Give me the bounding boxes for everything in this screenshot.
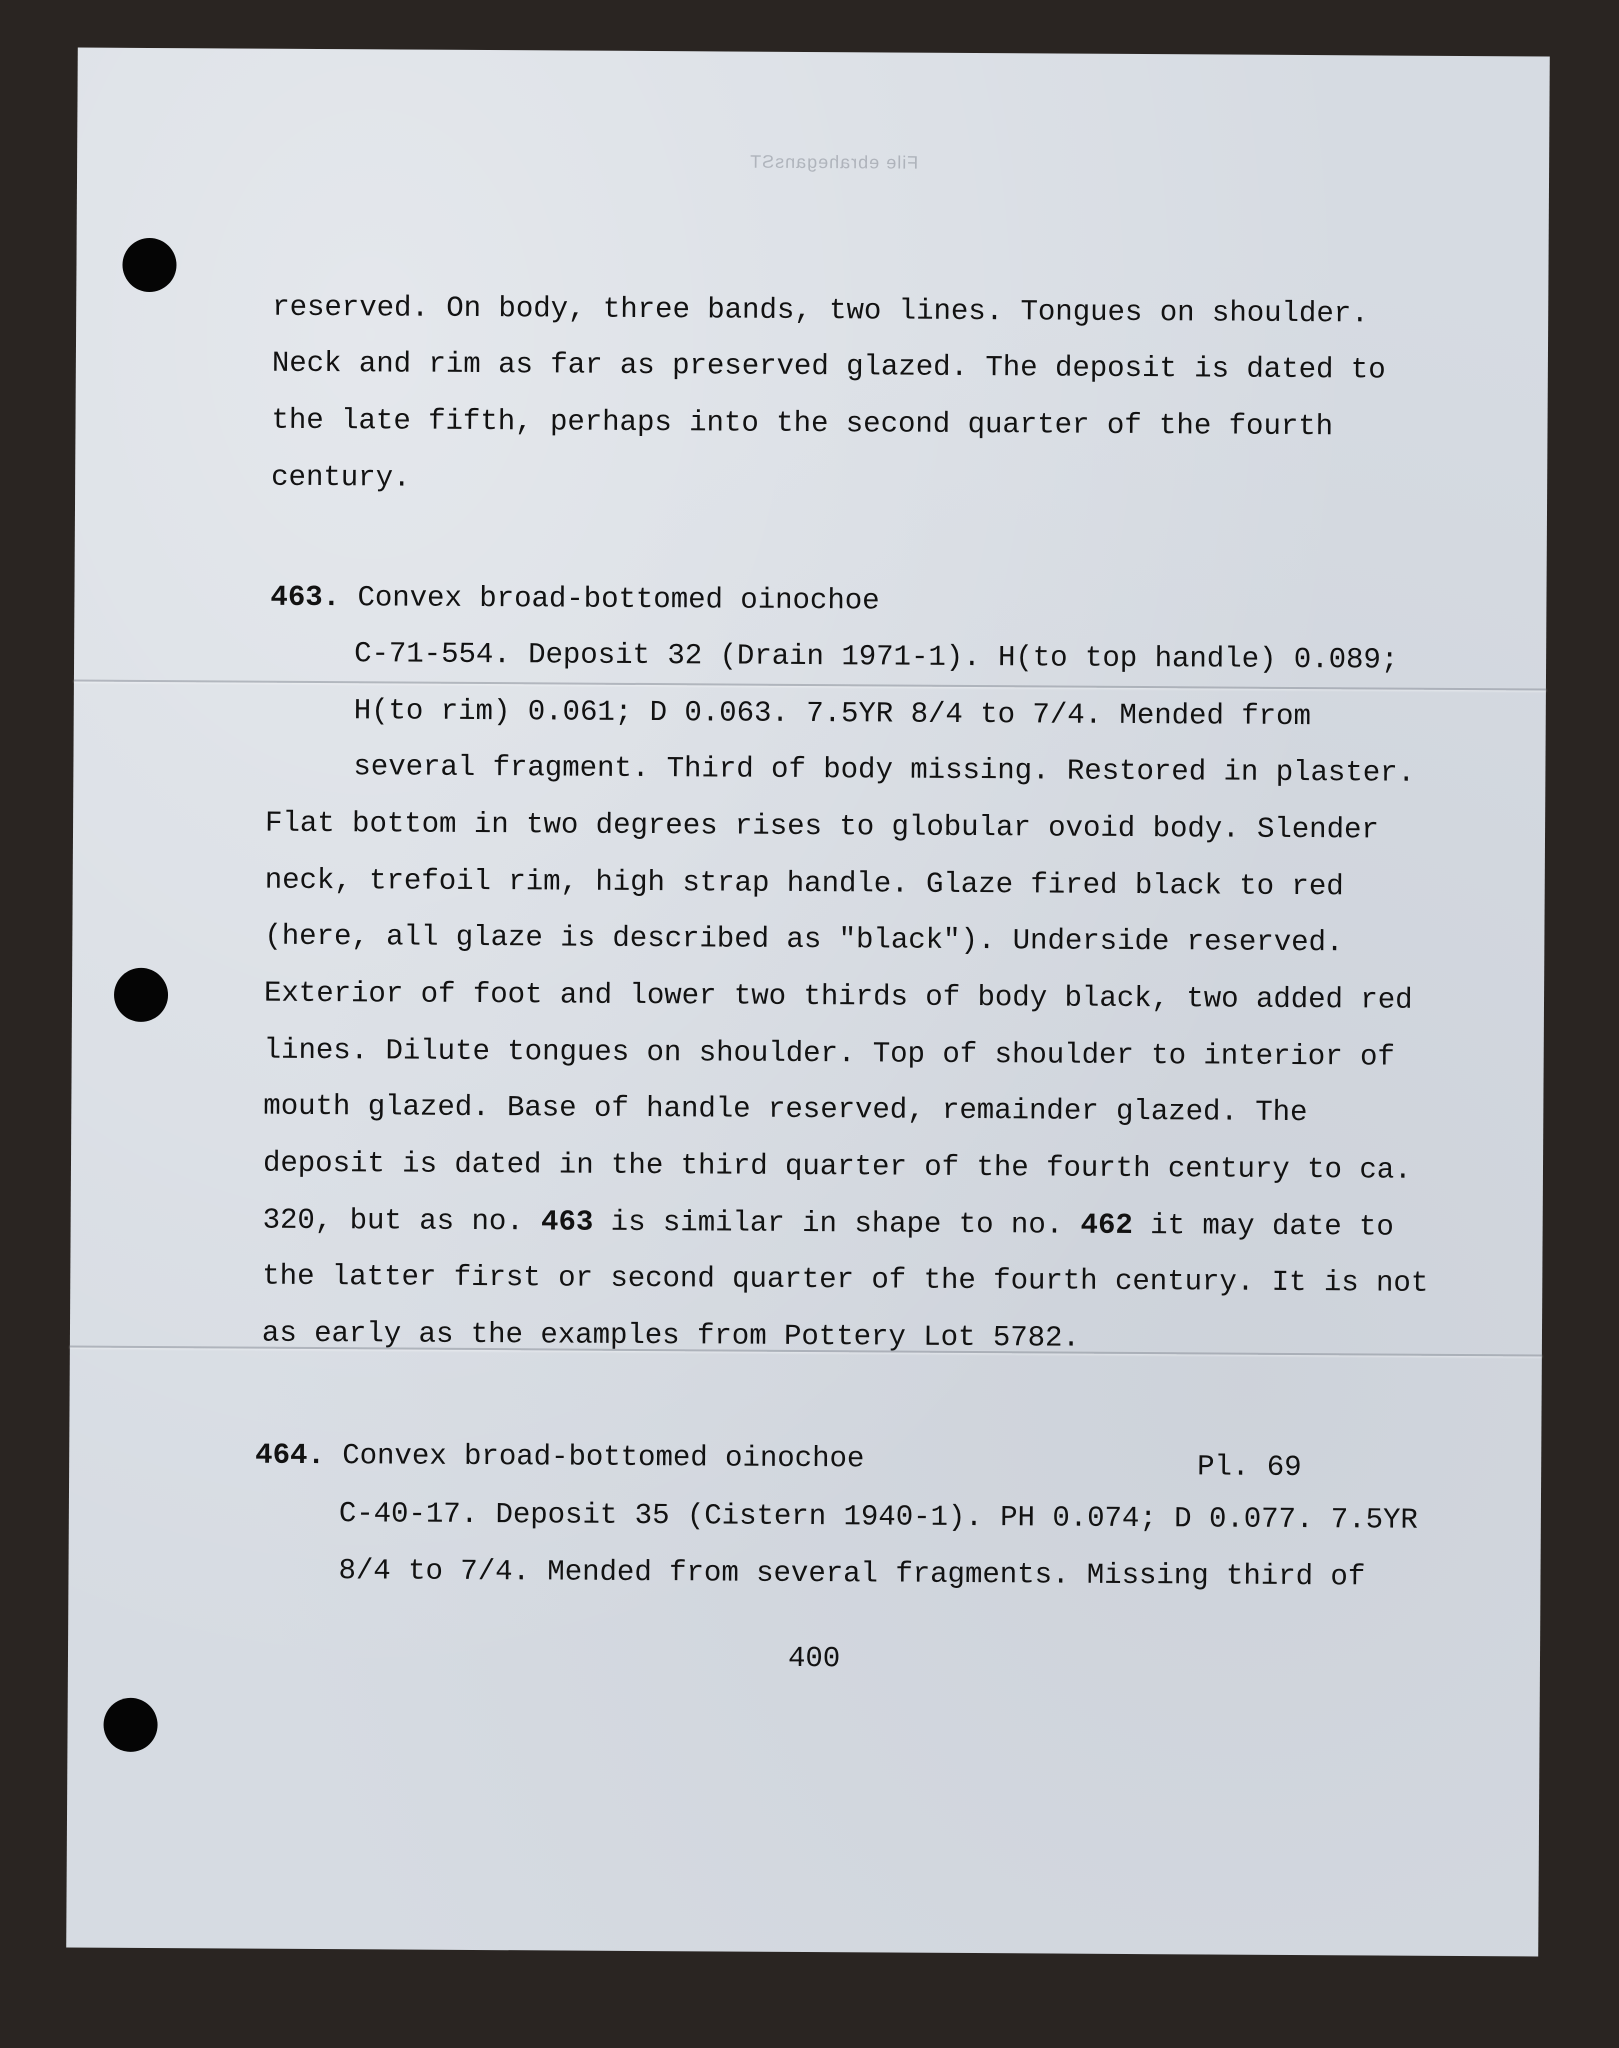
text-line: century. xyxy=(271,460,411,495)
plate-reference: Pl. 69 xyxy=(1197,1450,1302,1485)
text-line: (here, all glaze is described as "black"). Underside reserved. xyxy=(264,919,1344,960)
catalog-reference: 462 xyxy=(1080,1208,1133,1242)
text-line: the latter first or second quarter of the fourth century. It is not xyxy=(262,1259,1429,1300)
punch-hole xyxy=(103,1698,157,1752)
fold-crease xyxy=(74,680,1546,691)
text-line: Neck and rim as far as preserved glazed. The deposit is dated to xyxy=(271,346,1386,387)
text-fragment: 320, but as no. xyxy=(262,1203,542,1239)
punch-hole xyxy=(114,968,168,1022)
text-line: reserved. On body, three bands, two lines. Tongues on shoulder. xyxy=(272,290,1369,331)
text-fragment: it may date to xyxy=(1132,1208,1394,1244)
text-line: C-71-554. Deposit 32 (Drain 1971-1). H(to top handle) 0.089; xyxy=(354,637,1399,677)
text-line: lines. Dilute tongues on shoulder. Top of shoulder to interior of xyxy=(263,1033,1395,1074)
text-fragment: is similar in shape to no. xyxy=(593,1205,1081,1242)
text-line: as early as the examples from Pottery Lot 5782. xyxy=(261,1316,1080,1355)
page-number: 400 xyxy=(787,1641,841,1676)
entry-title: Convex broad-bottomed oinochoe xyxy=(357,581,880,618)
text-line: deposit is dated in the third quarter of the fourth century to ca. xyxy=(262,1146,1412,1187)
text-line: mouth glazed. Base of handle reserved, remainder glazed. The xyxy=(263,1089,1308,1130)
text-line: H(to rim) 0.061; D 0.063. 7.5YR 8/4 to 7/4. Mended from xyxy=(353,694,1312,734)
catalog-number: 463. xyxy=(270,580,341,615)
entry-heading xyxy=(255,1438,865,1476)
text-line: 8/4 to 7/4. Mended from several fragments. Missing third of xyxy=(338,1554,1366,1594)
paper-sheet xyxy=(66,48,1550,1957)
catalog-number: 464. xyxy=(255,1438,325,1473)
punch-hole xyxy=(122,238,176,292)
bleed-through-stamp: File ebrahegansST xyxy=(749,151,919,173)
entry-title: Convex broad-bottomed oinochoe xyxy=(342,1439,865,1476)
catalog-reference: 463 xyxy=(541,1205,594,1239)
text-line: Flat bottom in two degrees rises to globular ovoid body. Slender xyxy=(264,806,1379,847)
text-line: the late fifth, perhaps into the second quarter of the fourth xyxy=(271,403,1334,444)
text-line: C-40-17. Deposit 35 (Cistern 1940-1). PH 0.074; D 0.077. 7.5YR xyxy=(338,1497,1418,1537)
text-line: Exterior of foot and lower two thirds of body black, two added red xyxy=(263,976,1413,1017)
text-line: several fragment. Third of body missing. Restored in plaster. xyxy=(353,750,1416,790)
text-line: neck, trefoil rim, high strap handle. Glaze fired black to red xyxy=(264,863,1344,904)
entry-heading xyxy=(270,580,880,618)
text-line xyxy=(262,1203,1394,1244)
